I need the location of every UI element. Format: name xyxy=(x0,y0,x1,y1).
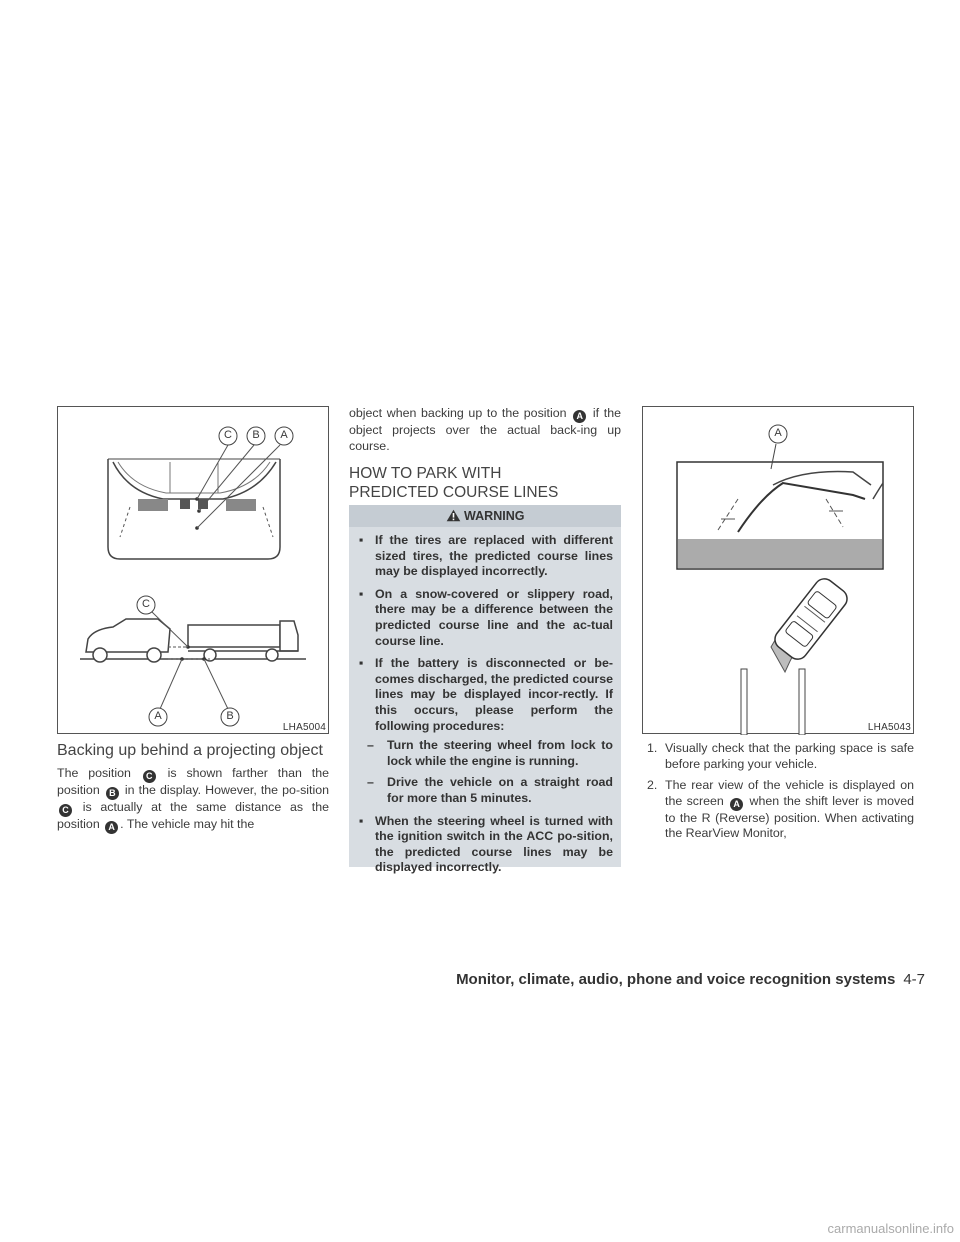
fig-label-side-c: C xyxy=(142,598,150,610)
warning-triangle-icon xyxy=(446,509,461,522)
warning-sub-list xyxy=(357,738,613,806)
fig-label-c: C xyxy=(224,429,232,441)
figure-code: LHA5004 xyxy=(282,722,326,733)
right-column xyxy=(645,741,914,848)
label-badge-a: A xyxy=(105,821,118,834)
figure-illustration xyxy=(643,407,915,735)
middle-column xyxy=(349,406,621,502)
figure-illustration xyxy=(58,407,330,735)
warning-list xyxy=(349,527,621,889)
fig-label-b: B xyxy=(252,429,260,441)
paragraph-projecting-object: The position C is shown farther than the position B in the display. However, the po-sition C is actually at the same distance as the position A . The vehicle may hit the xyxy=(57,766,329,832)
fig-label-bottom-a: A xyxy=(154,710,162,722)
warning-box xyxy=(349,505,621,875)
figure-parking-course-lines xyxy=(642,406,914,734)
step-item: 2. The rear view of the vehicle is displayed on the screen A when the shift lever is moved to the R (Reverse) position. When activating the RearView Monitor, xyxy=(647,778,914,841)
figure-code: LHA5043 xyxy=(867,722,911,733)
label-badge-a: A xyxy=(573,410,586,423)
warning-item: ▪ On a snow-covered or slippery road, there may be a difference between the predicted course line and the ac-tual course line. xyxy=(359,586,613,648)
section-heading-backing-up: Backing up behind a projecting object xyxy=(57,742,323,759)
footer-title: Monitor, climate, audio, phone and voice recognition systems xyxy=(456,971,896,988)
fig-label-a: A xyxy=(280,429,288,441)
warning-item: ▪ If the tires are replaced with different sized tires, the predicted course lines may be displayed incorrectly. xyxy=(359,533,613,579)
page-number: 4-7 xyxy=(903,971,925,988)
warning-subitem: – Turn the steering wheel from lock to lock while the engine is running. xyxy=(367,738,613,768)
step-item: 1. Visually check that the parking space is safe before parking your vehicle. xyxy=(647,741,914,771)
label-badge-b: B xyxy=(106,787,119,800)
fig-label-a: A xyxy=(774,427,782,439)
warning-item: ▪ If the battery is disconnected or be-comes discharged, the predicted course lines may be displayed incor-rectly. If this occurs, please perform the following procedures: – Turn the steering wheel from lock to lock while the engine is running. – Drive the vehicle on a straight road for more than 5 minutes. xyxy=(359,656,613,805)
label-badge-a: A xyxy=(730,798,743,811)
warning-header xyxy=(349,505,621,527)
left-column xyxy=(57,741,329,834)
fig-label-bottom-b: B xyxy=(226,710,234,722)
section-heading-predicted-course: HOW TO PARK WITH PREDICTED COURSE LINES xyxy=(349,465,559,502)
label-badge-c: C xyxy=(59,804,72,817)
warning-subitem: – Drive the vehicle on a straight road for more than 5 minutes. xyxy=(367,775,613,805)
steps-list xyxy=(645,741,914,842)
page-footer xyxy=(425,971,925,988)
label-badge-c: C xyxy=(143,770,156,783)
figure-backing-projecting-object xyxy=(57,406,329,734)
watermark: carmanualsonline.info xyxy=(827,1221,954,1236)
paragraph-continued: object when backing up to the position A if the object projects over the actual back-ing up course. xyxy=(349,406,621,453)
warning-item: ▪ When the steering wheel is turned with the ignition switch in the ACC po-sition, the predicted course lines may be displayed incorrectly. xyxy=(359,813,613,875)
warning-title: WARNING xyxy=(464,509,525,523)
